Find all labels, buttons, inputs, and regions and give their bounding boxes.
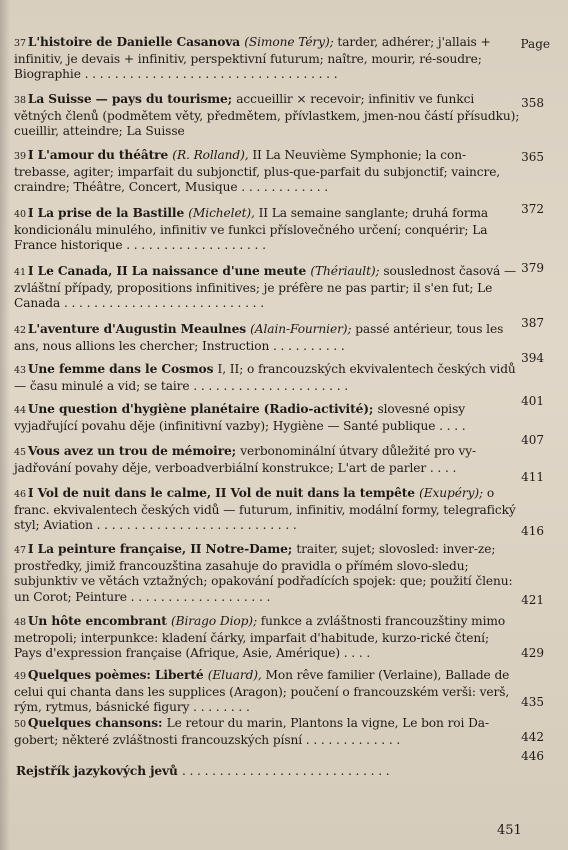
entry-author: (Alain-Fournier);	[250, 322, 356, 336]
entry-number: 40	[14, 209, 26, 220]
entry-topics: Le retour du marin, Plantons la vigne, Le bon roi Da-gobert; některé zvláštnosti francouzských písní . . . . . . . . . . . . .	[14, 716, 489, 747]
entry-number: 46	[14, 489, 26, 500]
entry-number: 50	[14, 719, 26, 730]
toc-entry	[14, 148, 520, 196]
entry-number: 49	[14, 671, 26, 682]
entry-topics: souslednost časová — zvláštní případy, propositions infinitives; je préfère ne pas partir; il s'en fut; Le Canada . . . . . . . . . . . . . . . . . . . . . . . . . . .	[14, 264, 517, 310]
entry-title: Quelques poèmes: Liberté	[27, 668, 208, 682]
entry-topics: o franc. ekvivalentech českých vidů — futurum, infinitiv, modální formy, telegrafický styl; Aviation . . . . . . . . . . . . . . . . . . . . . . . . . . .	[14, 486, 516, 532]
entry-author: (Exupéry);	[419, 486, 487, 500]
entry-number: 37	[14, 38, 26, 49]
entry-topics: Mon rêve familier (Verlaine), Ballade de celui qui chanta dans les supplices (Aragon); poučení o francouzském verši: verš, rým, rytmus, básnické figury . . . . . . . .	[14, 668, 510, 714]
entry-title: I Le Canada, II La naissance d'une meute	[27, 264, 311, 278]
entry-topics: accueillir × recevoir; infinitiv ve funkci větných členů (podmětem věty, předmětem, přívlastkem, jmen-nou částí přísudku); cueillir, atteindre; La Suisse	[14, 92, 520, 138]
page-edge-shadow	[0, 0, 10, 850]
entry-page-number: 372	[521, 202, 544, 216]
entry-title: I Vol de nuit dans le calme, II Vol de nuit dans la tempête	[27, 486, 420, 500]
entry-title: Une question d'hygiène planétaire (Radio-activité);	[27, 402, 378, 416]
entry-page-number: 365	[521, 150, 544, 164]
entry-number: 48	[14, 617, 26, 628]
entry-title: L'aventure d'Augustin Meaulnes	[27, 322, 251, 336]
entry-title: Un hôte encombrant	[27, 614, 171, 628]
entry-number: 42	[14, 325, 26, 336]
entry-author: (Thériault);	[310, 264, 384, 278]
entry-page-number: 429	[521, 646, 544, 660]
toc-entry	[14, 444, 520, 476]
entry-page-number: 421	[521, 593, 544, 607]
toc-entry	[14, 92, 520, 140]
entry-topics: II La semaine sanglante; druhá forma kondicionálu minulého, infinitiv ve funkci příslovečného určení; conquérir; La France historique . . . . . . . . . . . . . . . . . . .	[14, 206, 489, 252]
page-column-header: Page	[520, 37, 550, 51]
toc-entry	[14, 764, 520, 781]
entry-author: (Michelet),	[188, 206, 259, 220]
entry-page-number: 379	[521, 261, 544, 275]
entry-title: Quelques chansons:	[27, 716, 167, 730]
entry-author: (Birago Diop);	[170, 614, 261, 628]
toc-entry	[14, 35, 520, 83]
entry-topics: funkce a zvláštnosti francouzštiny mimo metropoli; interpunkce: kladení čárky, imparfait d'habitude, kurzo-rické čtení; Pays d'expression française (Afrique, Asie, Amérique) . . . .	[14, 614, 506, 660]
toc-entry	[14, 486, 520, 534]
entry-author: (R. Rolland),	[172, 148, 253, 162]
entry-number: 43	[14, 365, 26, 376]
toc-entry	[14, 362, 520, 394]
entry-page-number: 394	[521, 351, 544, 365]
entry-topics: . . . . . . . . . . . . . . . . . . . . . . . . . . . .	[181, 764, 390, 778]
entry-topics: tarder, adhérer; j'allais + infinitiv, je devais + infinitiv, perspektivní futurum; naître, mourir, ré-soudre; Biographie . . . . . . . . . . . . . . . . . . . . . . . . . . . . . . . . . .	[14, 35, 491, 81]
entry-number: 41	[14, 267, 26, 278]
entry-number: 45	[14, 447, 26, 458]
entry-topics: traiter, sujet; slovosled: inver-ze; prostředky, jimiž francouzština zasahuje do pravidla o přímém slovo-sledu; subjunktiv ve větách vztažných; opakování podřadících spojek: que; použití členu: un Corot; Peinture . . . . . . . . . . . . . . . . . . .	[14, 542, 513, 604]
toc-entry	[14, 542, 520, 605]
entry-page-number: 442	[521, 730, 544, 744]
entry-topics: II La Neuvième Symphonie; la con-trebasse, agiter; imparfait du subjonctif, plus-que-parfait du subjonctif; vaincre, craindre; Théâtre, Concert, Musique . . . . . . . . . . . .	[14, 148, 501, 194]
entry-title: L'histoire de Danielle Casanova	[27, 35, 245, 49]
entry-number: 47	[14, 545, 26, 556]
toc-entry	[14, 264, 520, 312]
toc-entry	[14, 614, 520, 662]
toc-entry	[14, 206, 520, 254]
entry-title: Une femme dans le Cosmos	[27, 362, 218, 376]
toc-entry	[14, 322, 520, 354]
entry-author: (Eluard),	[207, 668, 266, 682]
toc-entry	[14, 716, 520, 748]
entry-title: Vous avez un trou de mémoire;	[27, 444, 241, 458]
entry-title: I La peinture française, II Notre-Dame;	[27, 542, 297, 556]
entry-page-number: 411	[521, 470, 544, 484]
entry-number: 38	[14, 95, 26, 106]
entry-page-number: 358	[521, 96, 544, 110]
entry-title: I L'amour du théâtre	[27, 148, 173, 162]
entry-title: Rejstřík jazykových jevů	[16, 764, 182, 778]
page-number-extra: 446	[521, 749, 544, 763]
entry-page-number: 387	[521, 316, 544, 330]
entry-title: La Suisse — pays du tourisme;	[27, 92, 237, 106]
entry-topics: I, II; o francouzských ekvivalentech českých vidů — času minulé a vid; se taire . . . . . . . . . . . . . . . . . . . . .	[14, 362, 516, 393]
entry-topics: verbonominální útvary důležité pro vy-jadřování povahy děje, verboadverbiální konstrukce; L'art de parler . . . .	[14, 444, 477, 475]
entry-page-number: 401	[521, 394, 544, 408]
entry-number: 44	[14, 405, 26, 416]
entry-title: I La prise de la Bastille	[27, 206, 189, 220]
toc-entry	[14, 668, 520, 716]
entry-page-number: 435	[521, 695, 544, 709]
footer-page-number: 451	[497, 823, 522, 838]
entry-page-number: 416	[521, 524, 544, 538]
toc-entry	[14, 402, 520, 434]
entry-topics: slovesné opisy vyjadřující povahu děje (infinitivní vazby); Hygiène — Santé publique . . . .	[14, 402, 466, 433]
entry-page-number: 407	[521, 433, 544, 447]
entry-topics: passé antérieur, tous les ans, nous allions les chercher; Instruction . . . . . . . . . .	[14, 322, 504, 353]
entry-number: 39	[14, 151, 26, 162]
entry-author: (Simone Téry);	[244, 35, 338, 49]
